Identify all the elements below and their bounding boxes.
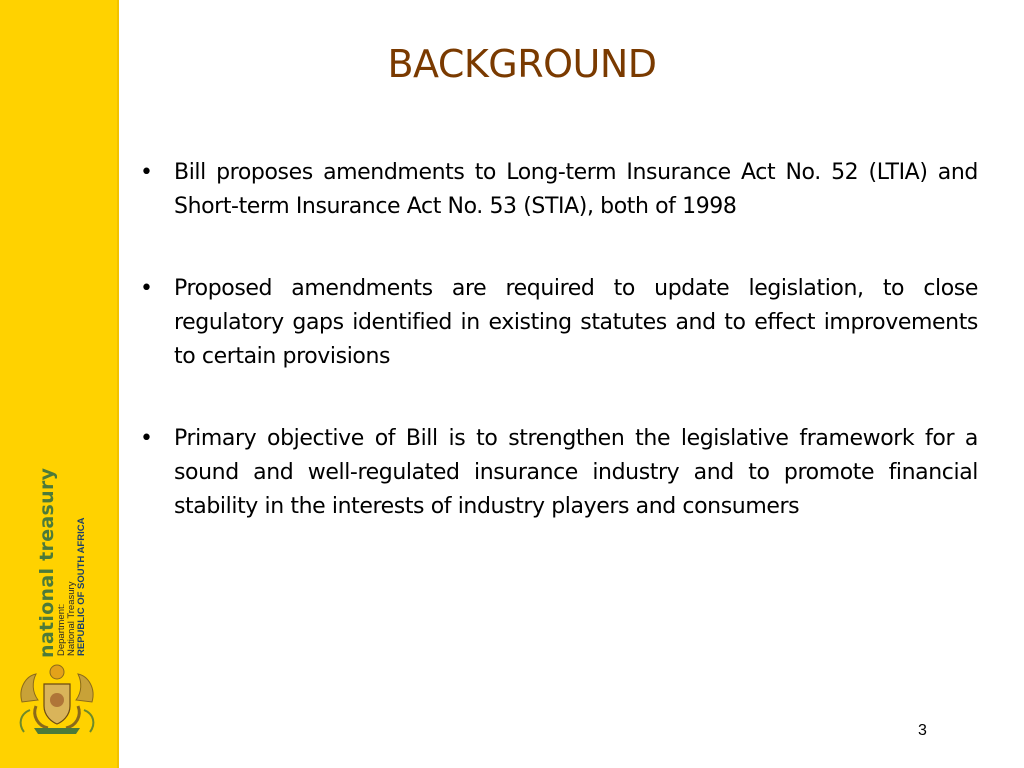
department-lines (57, 518, 87, 656)
bullet-list (136, 156, 978, 572)
bullet-marker: • (140, 276, 153, 301)
brand-name: national treasury (36, 467, 58, 658)
department-line-2: National Treasury (66, 581, 77, 656)
bullet-marker: • (140, 160, 153, 185)
bullet-item (136, 422, 978, 524)
sidebar-divider (117, 0, 119, 768)
page-number: 3 (918, 722, 927, 739)
bullet-text: Proposed amendments are required to update legislation, to close regulatory gaps identified in existing statutes and to effect improvements to certain provisions (174, 276, 978, 369)
bullet-text: Bill proposes amendments to Long-term Insurance Act No. 52 (LTIA) and Short-term Insurance Act No. 53 (STIA), both of 1998 (174, 160, 978, 219)
slide-title: BACKGROUND (387, 42, 657, 86)
bullet-text: Primary objective of Bill is to strengthen the legislative framework for a sound and well-regulated insurance industry and to promote financial stability in the interests of industry players and consumers (174, 426, 978, 519)
bullet-marker: • (140, 426, 153, 451)
department-line-3: REPUBLIC OF SOUTH AFRICA (76, 517, 87, 656)
brand-block (0, 0, 117, 768)
department-line-1: Department: (56, 603, 67, 656)
bullet-item (136, 156, 978, 224)
bullet-item (136, 272, 978, 374)
coat-of-arms-icon (14, 662, 100, 738)
